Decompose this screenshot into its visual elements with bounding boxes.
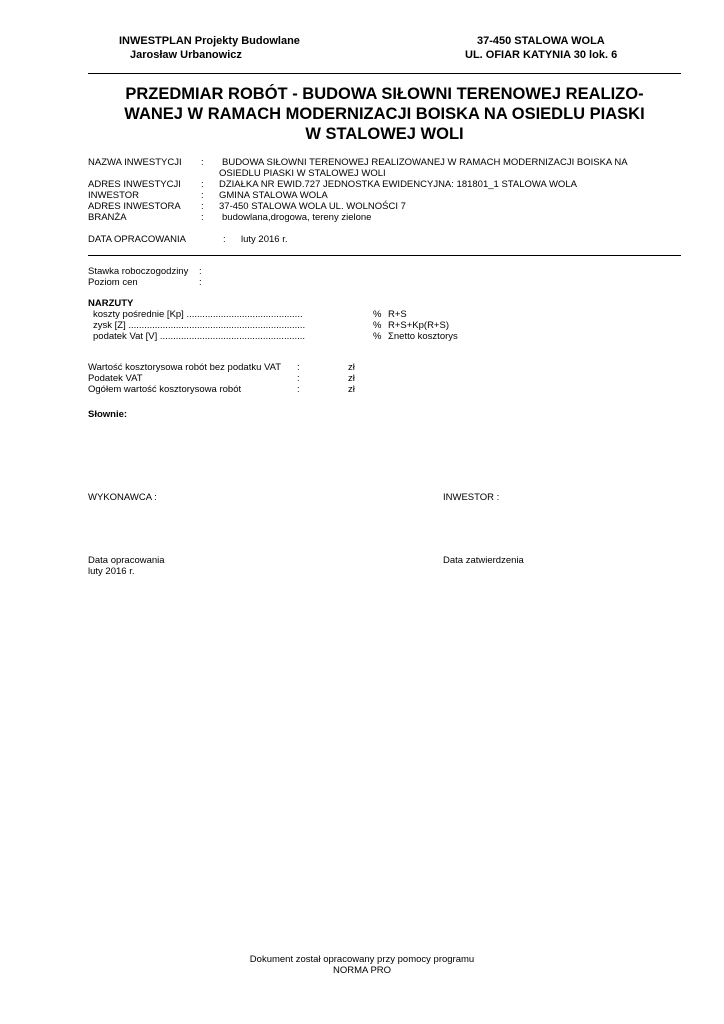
investment-name-colon: :	[201, 157, 204, 168]
footer-line-2: NORMA PRO	[332, 965, 392, 976]
investor-address-label: ADRES INWESTORA	[88, 201, 181, 212]
net-value-currency: zł	[348, 362, 355, 373]
investment-address-colon: :	[201, 179, 204, 190]
investor-address-colon: :	[201, 201, 204, 212]
surcharges-heading: NARZUTY	[88, 298, 134, 309]
prepared-date-value: luty 2016 r.	[88, 566, 135, 577]
info-divider	[88, 255, 681, 256]
investment-address-value: DZIAŁKA NR EWID.727 JEDNOSTKA EWIDENCYJNA: 181801_1 STALOWA WOLA	[219, 179, 577, 190]
hourly-rate-colon: :	[199, 266, 202, 277]
company-name: INWESTPLAN Projekty Budowlane	[119, 35, 300, 47]
investor-label: INWESTOR	[88, 190, 140, 201]
investor-signature-label: INWESTOR :	[443, 492, 500, 503]
header-divider	[88, 73, 681, 74]
gross-value-colon: :	[297, 384, 300, 395]
profit-percent: %	[373, 320, 382, 331]
branch-value: budowlana,drogowa, tereny zielone	[222, 212, 372, 223]
contractor-label: WYKONAWCA :	[88, 492, 157, 503]
branch-label: BRANŻA	[88, 212, 127, 223]
indirect-costs-base: R+S	[388, 309, 407, 320]
date-label: DATA OPRACOWANIA	[88, 234, 187, 245]
vat-amount-colon: :	[297, 373, 300, 384]
document-title	[88, 84, 681, 144]
date-value: luty 2016 r.	[241, 234, 288, 245]
title-line-3: W STALOWEJ WOLI	[305, 125, 464, 143]
gross-value-label: Ogółem wartość kosztorysowa robót	[88, 384, 242, 395]
company-city: 37-450 STALOWA WOLA	[477, 35, 605, 47]
in-words-label: Słownie:	[88, 409, 128, 420]
investor-address-value: 37-450 STALOWA WOLA UL. WOLNOŚCI 7	[219, 201, 406, 212]
vat-rate-label: podatek Vat [V] .......................................................	[93, 331, 306, 342]
investment-name-label: NAZWA INWESTYCJI	[88, 157, 182, 168]
investor-colon: :	[201, 190, 204, 201]
vat-amount-label: Podatek VAT	[88, 373, 143, 384]
indirect-costs-label: koszty pośrednie [Kp] ............................................	[93, 309, 303, 320]
net-value-colon: :	[297, 362, 300, 373]
hourly-rate-label: Stawka roboczogodziny	[88, 266, 189, 277]
profit-base: R+S+Kp(R+S)	[388, 320, 449, 331]
investment-name-value: BUDOWA SIŁOWNI TERENOWEJ REALIZOWANEJ W RAMACH MODERNIZACJI BOISKA NA	[222, 157, 628, 168]
vat-rate-base: Σnetto kosztorys	[388, 331, 458, 342]
investor-value: GMINA STALOWA WOLA	[219, 190, 328, 201]
title-line-2: WANEJ W RAMACH MODERNIZACJI BOISKA NA OSIEDLU PIASKI	[124, 105, 645, 123]
profit-label: zysk [Z] ...................................................................	[93, 320, 306, 331]
net-value-label: Wartość kosztorysowa robót bez podatku VAT	[88, 362, 282, 373]
investment-name-value-cont: OSIEDLU PIASKI W STALOWEJ WOLI	[219, 168, 386, 179]
gross-value-currency: zł	[348, 384, 355, 395]
title-line-1: PRZEDMIAR ROBÓT - BUDOWA SIŁOWNI TERENOWEJ REALIZO-	[125, 85, 644, 103]
company-street: UL. OFIAR KATYNIA 30 lok. 6	[465, 49, 618, 61]
vat-amount-currency: zł	[348, 373, 355, 384]
investment-address-label: ADRES INWESTYCJI	[88, 179, 181, 190]
indirect-costs-percent: %	[373, 309, 382, 320]
branch-colon: :	[201, 212, 204, 223]
vat-rate-percent: %	[373, 331, 382, 342]
company-owner: Jarosław Urbanowicz	[130, 49, 242, 61]
date-colon: :	[223, 234, 226, 245]
approval-date-label: Data zatwierdzenia	[443, 555, 524, 566]
price-level-colon: :	[199, 277, 202, 288]
price-level-label: Poziom cen	[88, 277, 138, 288]
prepared-date-label: Data opracowania	[88, 555, 165, 566]
footer-line-1: Dokument został opracowany przy pomocy programu	[249, 954, 475, 965]
